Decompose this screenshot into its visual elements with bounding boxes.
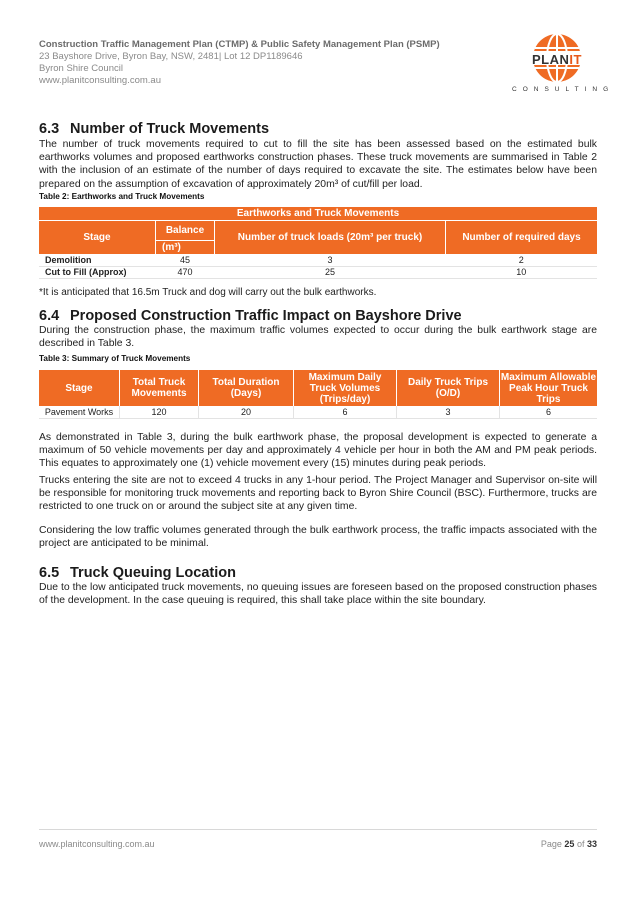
table-row [39,266,597,278]
logo-brand-plan: PLAN [532,52,570,67]
cell-truck-loads: 3 [327,254,333,265]
cell-required-days: 10 [516,267,527,277]
of-word: of [576,839,585,849]
header-website: www.planitconsulting.com.au [39,75,161,86]
footer-website: www.planitconsulting.com.au [39,839,155,849]
header-daily-truck-trips: Daily Truck Trips (O/D) [397,370,500,406]
page-number [541,839,597,849]
cell-stage: Cut to Fill (Approx) [45,267,127,277]
table-3-caption: Table 3: Summary of Truck Movements [39,354,191,363]
section-6-4-body: During the construction phase, the maximum traffic volumes expected to occur during the bulk earthwork stage are described in Table 3. [39,325,597,350]
header-stage: Stage [39,220,156,254]
logo-brand-it: IT [569,52,582,67]
cell-stage: Demolition [45,254,92,265]
earthworks-table [39,207,597,279]
table-row [39,406,597,418]
cell-required-days: 2 [518,254,524,265]
logo-subtitle: CONSULTING [512,86,615,93]
header-total-truck-movements: Total Truck Movements [120,370,199,406]
header-balance-unit: (m³) [156,240,215,254]
paragraph-traffic-impacts: Considering the low traffic volumes generated through the bulk earthwork process, the traffic impacts associated with the project are anticipated to be minimal. [39,525,597,550]
header-total-duration: Total Duration (Days) [199,370,294,406]
document-header [39,39,440,87]
header-max-daily-truck-volumes: Maximum Daily Truck Volumes (Trips/day) [294,370,397,406]
header-stage: Stage [39,370,120,406]
cell-total-truck-movements: 120 [120,406,199,418]
section-title: Truck Queuing Location [70,565,236,581]
planit-logo [512,33,615,99]
section-title: Proposed Construction Traffic Impact on Bayshore Drive [70,308,462,324]
table-2-note: *It is anticipated that 16.5m Truck and dog will carry out the bulk earthworks. [39,287,377,298]
section-heading-6-5 [39,565,236,581]
header-title: Construction Traffic Management Plan (CTMP) & Public Safety Management Plan (PSMP) [39,39,440,50]
cell-max-daily-truck-volumes: 6 [294,406,397,418]
page-word: Page [540,839,562,849]
table-row [39,254,597,266]
cell-daily-truck-trips: 3 [397,406,500,418]
paragraph-truck-limits: Trucks entering the site are not to exceed 4 trucks in any 1-hour period. The Project Manager and Supervisor on-site will be responsible for monitoring truck movements and reporting back to Byron Shire Council (BSC). Furthermore, trucks are restricted to one truck on or around the subject site at any given time. [39,475,597,513]
cell-max-peak-hour-trips: 6 [545,406,551,417]
total-pages: 33 [586,839,597,849]
paragraph-vehicle-movements: As demonstrated in Table 3, during the bulk earthwork phase, the proposal development is expected to generate a maximum of 50 vehicle movements per day and approximately 4 vehicle per hour in both the AM and PM peak periods. This equates to approximately one (1) vehicle movement every (15) minutes during peak periods. [39,432,597,470]
cell-stage: Pavement Works [39,406,120,418]
current-page: 25 [564,839,575,849]
header-balance: Balance [156,220,215,240]
truck-movements-table [39,370,597,419]
section-6-3-body: The number of truck movements required to cut to fill the site has been assessed based on the estimated bulk earthworks volumes and proposed earthworks construction phases. These truck movements are summarised in Table 2 with the inclusion of an estimate of the number of days required to excavate the site. The estimates below have been prepared on the assumption of excavation of approximately 20m³ of cut/fill per load. [39,139,597,190]
section-number: 6.3 [39,121,60,137]
logo-wordmark [512,52,602,67]
table-banner: Earthworks and Truck Movements [39,207,597,220]
section-number: 6.4 [39,308,60,324]
section-title: Number of Truck Movements [70,121,270,137]
header-required-days: Number of required days [446,220,598,254]
cell-balance: 470 [177,267,193,277]
section-heading-6-3 [39,121,269,137]
cell-total-duration: 20 [199,406,294,418]
header-max-peak-hour-trips: Maximum Allowable Peak Hour Truck Trips [500,371,597,405]
header-truck-loads: Number of truck loads (20m³ per truck) [215,220,446,254]
section-6-5-body: Due to the low anticipated truck movements, no queuing issues are foreseen based on the proposed construction phases of the development. In the case queuing is required, this shall take place within the site boundary. [39,582,597,607]
table-2-caption: Table 2: Earthworks and Truck Movements [39,192,205,201]
section-number: 6.5 [39,565,60,581]
cell-truck-loads: 25 [324,267,335,277]
header-council: Byron Shire Council [39,63,123,74]
footer-divider [39,829,597,830]
header-address: 23 Bayshore Drive, Byron Bay, NSW, 2481| Lot 12 DP1189646 [39,51,303,62]
cell-balance: 45 [179,254,190,265]
section-heading-6-4 [39,308,462,324]
